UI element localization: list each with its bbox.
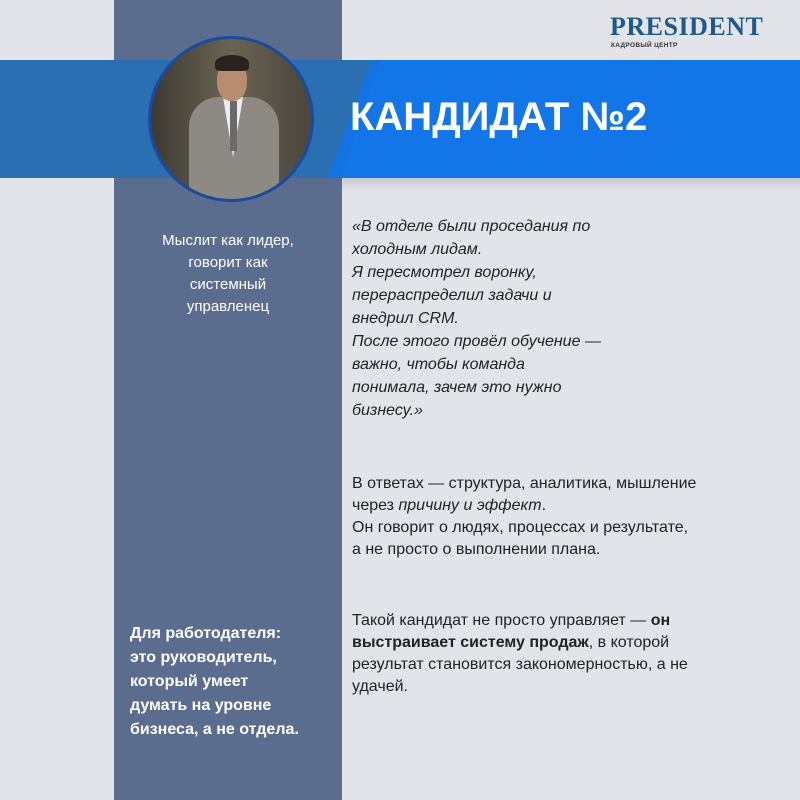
analysis-line: а не просто о выполнении плана. [352,541,601,558]
text: Такой кандидат не просто управляет — [352,612,651,629]
quote-line: понимала, зачем это нужно [352,379,562,396]
text: через [352,497,399,514]
quote-line: важно, чтобы команда [352,356,525,373]
text: . [541,497,547,514]
band-shadow [342,178,800,192]
tagline [114,230,342,318]
candidate-photo [148,36,314,202]
conclusion-line [352,610,782,632]
bold-text: он [650,612,671,629]
bold-text: выстраивает систему продаж [352,634,589,651]
logo-subtitle: КАДРОВЫЙ ЦЕНТР [611,42,678,49]
text: , в которой [588,634,670,651]
employer-line: Для работодателя: [130,625,282,642]
tagline-line: говорит как [188,254,268,271]
emphasis: причину и эффект [398,497,542,514]
employer-line: думать на уровне [130,697,272,714]
employer-line: бизнеса, а не отдела. [130,721,299,738]
tagline-line: управленец [186,298,270,315]
analysis-text [352,473,782,561]
employer-line: это руководитель, [130,649,277,666]
quote-line: После этого провёл обучение — [352,333,601,350]
quote-line: Я пересмотрел воронку, [352,264,537,281]
employer-line: который умеет [130,673,249,690]
quote-line: «В отделе были проседания по [352,218,591,235]
conclusion-line [352,632,782,654]
page-title: КАНДИДАТ №2 [350,95,648,139]
tagline-line: Мыслит как лидер, [162,232,294,249]
employer-summary [130,622,335,742]
quote-line: внедрил CRM. [352,310,459,327]
analysis-line: Он говорит о людях, процессах и результате, [352,519,689,536]
quote-line: холодным лидам. [352,241,483,258]
logo: PRESIDENT [610,12,764,41]
analysis-line: В ответах — структура, аналитика, мышление [352,475,697,492]
conclusion-text [352,610,782,698]
quote-line: перераспределил задачи и [352,287,552,304]
analysis-line [352,495,782,517]
conclusion-line: результат становится закономерностью, а не [352,656,688,673]
conclusion-line: удачей. [352,678,408,695]
tagline-line: системный [189,276,267,293]
candidate-quote [352,215,772,422]
quote-line: бизнесу.» [352,402,423,419]
